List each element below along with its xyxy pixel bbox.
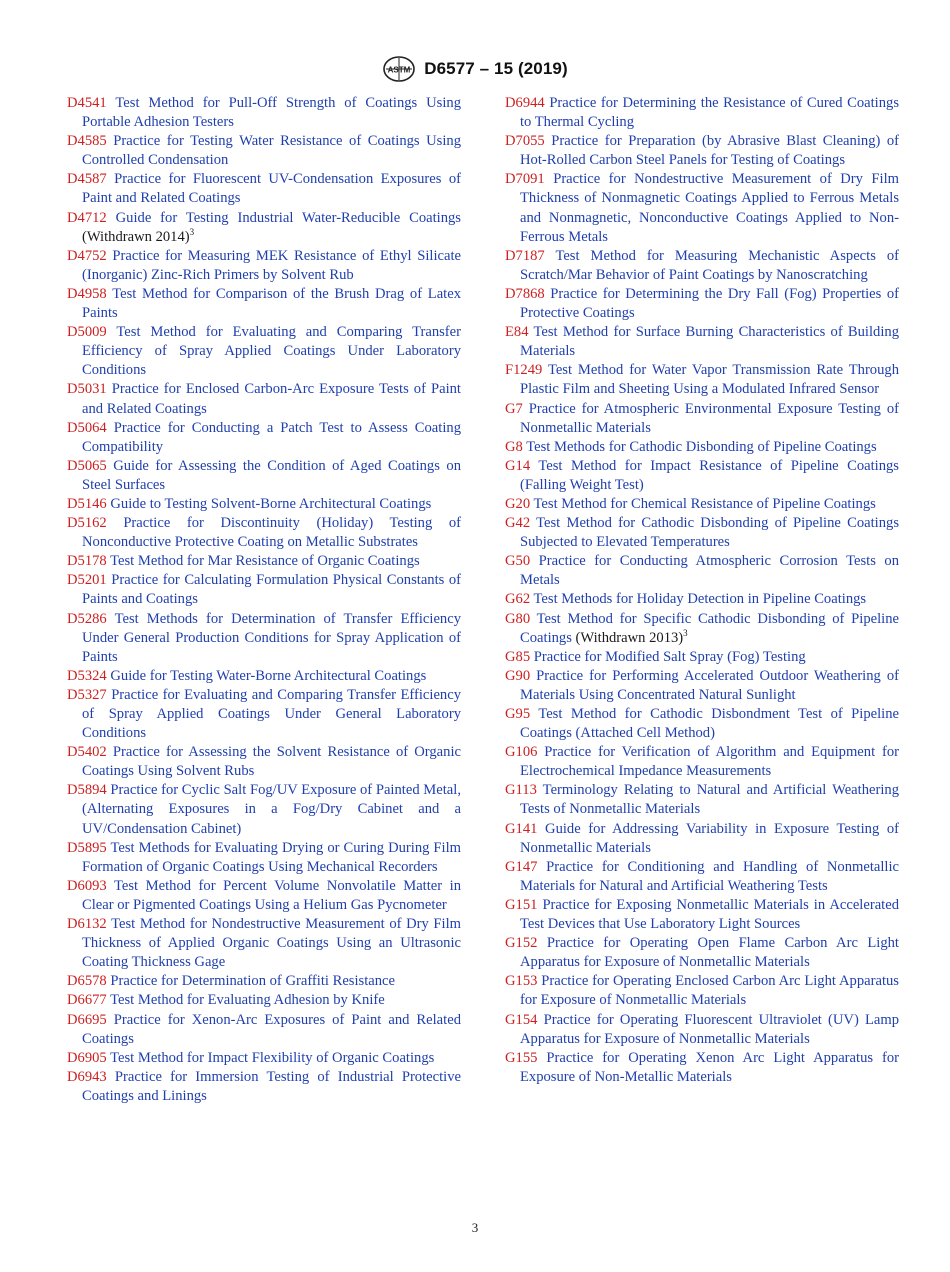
reference-entry xyxy=(67,285,461,323)
page-header xyxy=(0,54,950,84)
reference-entry xyxy=(67,991,461,1010)
standard-code-link[interactable]: G154 xyxy=(505,1011,538,1028)
reference-entry xyxy=(67,1011,461,1049)
astm-logo-icon xyxy=(382,55,416,83)
reference-entry xyxy=(505,247,899,285)
reference-entry xyxy=(505,285,899,323)
standard-title-link[interactable]: Practice for Conducting Atmospheric Corrosion Tests on Metals xyxy=(520,553,899,589)
reference-entry xyxy=(505,495,899,514)
standard-title-link[interactable]: Practice for Conditioning and Handling of Nonmetallic Materials for Natural and Artificial Weathering Tests xyxy=(520,858,900,894)
standard-title-link[interactable]: Practice for Operating Fluorescent Ultraviolet (UV) Lamp Apparatus for Exposure of Nonmetallic Materials xyxy=(520,1011,899,1047)
standard-code-link[interactable]: D6944 xyxy=(505,95,545,111)
standard-code-link[interactable]: D4541 xyxy=(67,95,107,111)
reference-entry xyxy=(505,858,899,896)
reference-entry xyxy=(505,820,899,858)
footnote-marker: 3 xyxy=(683,627,688,638)
reference-entry xyxy=(505,781,899,819)
standard-title-link[interactable]: Test Methods for Cathodic Disbonding of Pipeline Coatings xyxy=(526,438,877,455)
standard-title-link[interactable]: Practice for Evaluating and Comparing Transfer Efficiency of Spray Applied Coatings Under General Laboratory Conditions xyxy=(82,686,461,742)
standard-title-link[interactable]: Practice for Determining the Dry Fall (Fog) Properties of Protective Coatings xyxy=(520,285,899,322)
reference-entry xyxy=(67,781,461,838)
standard-title-link[interactable]: Practice for Operating Xenon Arc Light Apparatus for Exposure of Non-Metallic Materials xyxy=(520,1049,899,1085)
reference-entry xyxy=(67,571,461,609)
reference-entry xyxy=(505,132,899,170)
reference-entry xyxy=(505,457,899,495)
standard-title-link[interactable]: Test Method for Impact Resistance of Pipeline Coatings (Falling Weight Test) xyxy=(520,457,899,493)
standard-code-link[interactable]: G106 xyxy=(505,744,538,761)
standard-code-link[interactable]: G141 xyxy=(505,820,538,837)
standard-code-link[interactable]: D5162 xyxy=(67,515,107,532)
standard-title-link[interactable]: Guide for Testing Water-Borne Architectural Coatings xyxy=(110,667,427,684)
standard-code-link[interactable]: D5327 xyxy=(67,686,107,703)
standard-code-link[interactable]: D7868 xyxy=(505,285,545,302)
reference-entry xyxy=(505,1011,899,1049)
standard-title-link[interactable]: Test Method for Nondestructive Measurement of Dry Film Thickness of Applied Organic Coatings Using an Ultrasonic Coating Thickness Gage xyxy=(82,916,461,971)
standard-code-link[interactable]: D5402 xyxy=(67,744,107,761)
standard-code-link[interactable]: D6132 xyxy=(67,916,107,933)
standard-code-link[interactable]: D4958 xyxy=(67,285,107,302)
standard-code-link[interactable]: D5894 xyxy=(67,782,107,799)
standard-title-link[interactable]: Practice for Calculating Formulation Physical Constants of Paints and Coatings xyxy=(82,572,462,608)
standard-title-link[interactable]: Practice for Atmospheric Environmental Exposure Testing of Nonmetallic Materials xyxy=(520,400,899,436)
standard-title-link[interactable]: Practice for Discontinuity (Holiday) Testing of Nonconductive Protective Coating on Metallic Substrates xyxy=(82,515,461,551)
reference-entry xyxy=(67,247,461,285)
standard-code-link[interactable]: G90 xyxy=(505,667,531,684)
standard-code-link[interactable]: D4752 xyxy=(67,247,107,264)
reference-entry xyxy=(67,552,461,571)
reference-entry xyxy=(505,610,899,648)
standard-code-link[interactable]: D6093 xyxy=(67,877,107,894)
standard-code-link[interactable]: G8 xyxy=(505,438,523,455)
reference-entry xyxy=(505,1049,899,1087)
reference-entry xyxy=(67,877,461,915)
standard-code-link[interactable]: E84 xyxy=(505,324,529,341)
standard-title-link[interactable]: Test Methods for Determination of Transfer Efficiency Under General Production Conditions for Spray Application of Paints xyxy=(82,610,461,665)
right-column xyxy=(505,94,899,1087)
standard-code-link[interactable]: D5009 xyxy=(67,324,107,341)
reference-entry xyxy=(505,94,899,132)
standard-title-link[interactable]: Practice for Exposing Nonmetallic Materials in Accelerated Test Devices that Use Laboratory Light Sources xyxy=(520,896,899,933)
reference-entry xyxy=(67,667,461,686)
reference-entry xyxy=(505,705,899,743)
standard-code-link[interactable]: G95 xyxy=(505,706,531,722)
reference-entry xyxy=(505,648,899,667)
standard-title-link[interactable]: Test Method for Measuring Mechanistic Aspects of Scratch/Mar Behavior of Paint Coatings by Nanoscratching xyxy=(520,247,899,283)
reference-entry xyxy=(505,934,899,972)
page-number: 3 xyxy=(471,1220,479,1235)
standard-title-link[interactable]: Practice for Cyclic Salt Fog/UV Exposure of Painted Metal, (Alternating Exposures in a Fog/Dry Cabinet and a UV/Condensation Cabinet) xyxy=(82,782,461,837)
standard-code-link[interactable]: D6943 xyxy=(67,1068,107,1085)
reference-entry xyxy=(67,743,461,781)
standard-title-link[interactable]: Test Method for Mar Resistance of Organic Coatings xyxy=(110,553,420,570)
standard-code-link[interactable]: G153 xyxy=(505,973,538,990)
standard-title-link[interactable]: Practice for Measuring MEK Resistance of Ethyl Silicate (Inorganic) Zinc-Rich Primers by Solvent Rub xyxy=(82,247,461,283)
standard-code-link[interactable]: D5178 xyxy=(67,553,107,570)
standard-title-link[interactable]: Test Method for Evaluating and Comparing Transfer Efficiency of Spray Applied Coatings Under Laboratory Conditions xyxy=(82,324,461,379)
reference-entry xyxy=(67,686,461,743)
reference-entry xyxy=(505,400,899,438)
reference-entry xyxy=(67,209,461,247)
document-designation: D6577 – 15 (2019) xyxy=(424,59,568,78)
reference-entry xyxy=(67,1049,461,1068)
standard-title-link[interactable]: Practice for Enclosed Carbon-Arc Exposure Tests of Paint and Related Coatings xyxy=(82,381,461,417)
reference-entry xyxy=(67,94,461,132)
standard-title-link[interactable]: Practice for Verification of Algorithm and Equipment for Electrochemical Impedance Measurements xyxy=(520,744,899,780)
standard-title-link[interactable]: Practice for Modified Salt Spray (Fog) Testing xyxy=(533,648,806,665)
standard-code-link[interactable]: D5324 xyxy=(67,667,107,684)
standard-title-link[interactable]: Test Method for Percent Volume Nonvolatile Matter in Clear or Pigmented Coatings Using a Helium Gas Pycnometer xyxy=(82,877,461,913)
standard-code-link[interactable]: G14 xyxy=(505,457,531,474)
reference-entry xyxy=(505,170,899,246)
standard-code-link[interactable]: D7091 xyxy=(505,171,545,188)
standard-title-link[interactable]: Test Method for Water Vapor Transmission Rate Through Plastic Film and Sheeting Using a Modulated Infrared Sensor xyxy=(520,362,899,398)
standard-title-link[interactable]: Practice for Determination of Graffiti Resistance xyxy=(110,973,395,990)
reference-entry xyxy=(505,667,899,705)
reference-entry xyxy=(505,323,899,361)
reference-entry xyxy=(505,590,899,609)
standard-title-link[interactable]: Practice for Conducting a Patch Test to Assess Coating Compatibility xyxy=(82,419,461,455)
standard-title-link[interactable]: Guide to Testing Solvent-Borne Architectural Coatings xyxy=(110,495,432,512)
standard-code-link[interactable]: D6677 xyxy=(67,992,107,1009)
standard-code-link[interactable]: G20 xyxy=(505,495,531,512)
standard-title-link[interactable]: Guide for Testing Industrial Water-Reducible Coatings xyxy=(115,209,461,226)
standard-code-link[interactable]: G147 xyxy=(505,858,538,875)
standard-code-link[interactable]: D6905 xyxy=(67,1049,107,1066)
reference-entry xyxy=(67,610,461,667)
standard-title-link[interactable]: Practice for Fluorescent UV-Condensation Exposures of Paint and Related Coatings xyxy=(82,171,461,207)
standard-title-link[interactable]: Guide for Assessing the Condition of Aged Coatings on Steel Surfaces xyxy=(82,457,461,493)
standard-title-link[interactable]: Practice for Immersion Testing of Industrial Protective Coatings and Linings xyxy=(82,1068,461,1104)
standard-code-link[interactable]: G7 xyxy=(505,400,523,417)
standard-title-link[interactable]: Test Method for Impact Flexibility of Organic Coatings xyxy=(110,1049,435,1066)
reference-entry xyxy=(67,419,461,457)
reference-entry xyxy=(505,361,899,399)
standard-code-link[interactable]: D4712 xyxy=(67,209,107,226)
standard-code-link[interactable]: D7187 xyxy=(505,247,545,264)
reference-entry xyxy=(67,380,461,418)
standard-code-link[interactable]: D6695 xyxy=(67,1011,107,1028)
standard-code-link[interactable]: D5895 xyxy=(67,839,107,856)
standard-code-link[interactable]: G80 xyxy=(505,610,531,627)
reference-entry xyxy=(67,514,461,552)
standard-code-link[interactable]: G152 xyxy=(505,935,538,952)
reference-entry xyxy=(505,896,899,934)
standard-code-link[interactable]: G113 xyxy=(505,782,537,799)
reference-entry xyxy=(67,972,461,991)
standard-code-link[interactable]: F1249 xyxy=(505,362,543,379)
standard-title-link[interactable]: Practice for Determining the Resistance of Cured Coatings to Thermal Cycling xyxy=(520,95,899,131)
withdrawn-note: (Withdrawn 2014) xyxy=(82,228,190,245)
standard-code-link[interactable]: D7055 xyxy=(505,133,545,150)
standard-code-link[interactable]: D4587 xyxy=(67,171,107,188)
standard-title-link[interactable]: Test Method for Chemical Resistance of Pipeline Coatings xyxy=(533,495,876,512)
standard-title-link[interactable]: Practice for Testing Water Resistance of Coatings Using Controlled Condensation xyxy=(82,133,461,169)
standard-title-link[interactable]: Practice for Performing Accelerated Outdoor Weathering of Materials Using Concentrated Natural Sunlight xyxy=(520,667,899,703)
standard-code-link[interactable]: G85 xyxy=(505,648,531,665)
reference-entry xyxy=(67,839,461,877)
standard-title-link[interactable]: Practice for Preparation (by Abrasive Blast Cleaning) of Hot-Rolled Carbon Steel Panels for Testing of Coatings xyxy=(520,133,899,169)
reference-entry xyxy=(67,495,461,514)
standard-title-link[interactable]: Test Method for Specific Cathodic Disbonding of Pipeline Coatings xyxy=(520,610,899,646)
standard-title-link[interactable]: Test Methods for Evaluating Drying or Curing During Film Formation of Organic Coatings Using Mechanical Recorders xyxy=(82,839,462,875)
reference-entry xyxy=(505,972,899,1010)
standard-title-link[interactable]: Test Method for Cathodic Disbonding of Pipeline Coatings Subjected to Elevated Temperatures xyxy=(520,515,900,551)
standard-code-link[interactable]: D4585 xyxy=(67,133,107,150)
standard-code-link[interactable]: G151 xyxy=(505,896,538,913)
standard-code-link[interactable]: D5286 xyxy=(67,610,107,627)
standard-title-link[interactable]: Practice for Assessing the Solvent Resistance of Organic Coatings Using Solvent Rubs xyxy=(82,744,461,780)
standard-code-link[interactable]: G62 xyxy=(505,591,531,608)
standard-title-link[interactable]: Practice for Operating Enclosed Carbon Arc Light Apparatus for Exposure of Nonmetallic Materials xyxy=(520,973,899,1009)
standard-title-link[interactable]: Practice for Xenon-Arc Exposures of Paint and Related Coatings xyxy=(82,1011,461,1047)
standard-title-link[interactable]: Test Method for Evaluating Adhesion by Knife xyxy=(110,992,385,1009)
standard-code-link[interactable]: D5065 xyxy=(67,457,107,474)
reference-entry xyxy=(505,438,899,457)
standard-code-link[interactable]: G155 xyxy=(505,1049,538,1066)
reference-entry xyxy=(505,743,899,781)
standard-title-link[interactable]: Guide for Addressing Variability in Exposure Testing of Nonmetallic Materials xyxy=(520,820,899,856)
standard-code-link[interactable]: D6578 xyxy=(67,973,107,990)
standard-code-link[interactable]: D5064 xyxy=(67,419,107,436)
reference-entry xyxy=(67,323,461,380)
reference-entry xyxy=(505,514,899,552)
reference-entry xyxy=(67,915,461,972)
standard-title-link[interactable]: Test Method for Pull-Off Strength of Coatings Using Portable Adhesion Testers xyxy=(82,95,462,131)
reference-entry xyxy=(505,552,899,590)
standard-title-link[interactable]: Test Methods for Holiday Detection in Pipeline Coatings xyxy=(533,591,867,608)
standard-code-link[interactable]: G50 xyxy=(505,553,531,570)
standard-title-link[interactable]: Test Method for Surface Burning Characteristics of Building Materials xyxy=(520,324,899,360)
standard-code-link[interactable]: G42 xyxy=(505,515,531,532)
svg-text:ASTM: ASTM xyxy=(387,65,411,75)
reference-entry xyxy=(67,170,461,208)
footnote-marker: 3 xyxy=(189,226,195,237)
standard-title-link[interactable]: Practice for Operating Open Flame Carbon Arc Light Apparatus for Exposure of Nonmetallic Materials xyxy=(520,935,899,971)
reference-entry xyxy=(67,457,461,495)
standard-title-link[interactable]: Practice for Nondestructive Measurement of Dry Film Thickness of Nonmagnetic Coatings Applied to Ferrous Metals and Nonmagnetic, Nonconductive Coatings Applied to Non-Ferrous Metals xyxy=(520,171,899,245)
standard-title-link[interactable]: Terminology Relating to Natural and Artificial Weathering Tests of Nonmetallic Materials xyxy=(520,782,899,818)
left-column xyxy=(67,94,461,1106)
reference-entry xyxy=(67,1068,461,1106)
standard-title-link[interactable]: Test Method for Comparison of the Brush Drag of Latex Paints xyxy=(82,285,461,322)
reference-entry xyxy=(67,132,461,170)
standard-code-link[interactable]: D5146 xyxy=(67,495,107,512)
standard-code-link[interactable]: D5201 xyxy=(67,572,107,589)
withdrawn-note: (Withdrawn 2013) xyxy=(575,629,684,646)
standard-code-link[interactable]: D5031 xyxy=(67,381,107,398)
standard-title-link[interactable]: Test Method for Cathodic Disbondment Test of Pipeline Coatings (Attached Cell Method) xyxy=(520,706,899,742)
